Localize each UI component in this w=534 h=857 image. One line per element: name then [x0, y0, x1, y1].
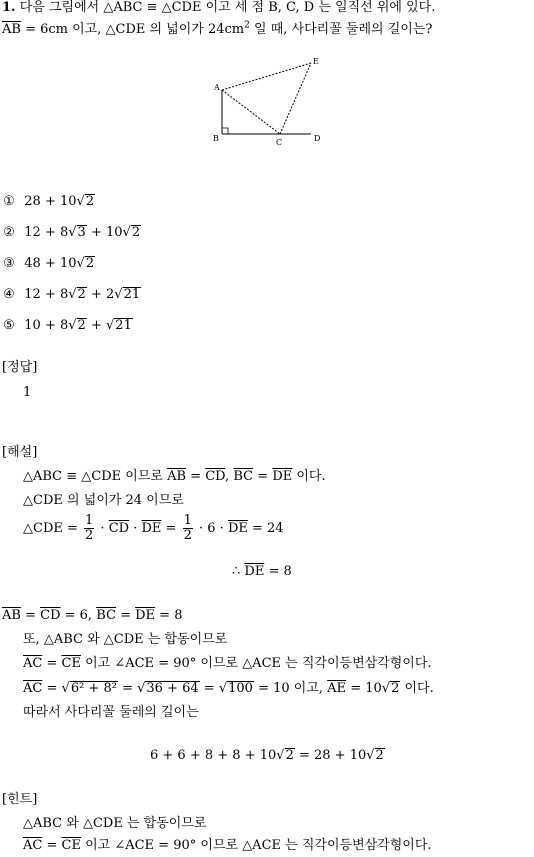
choice-1-mark: ①: [3, 194, 15, 209]
choice-2[interactable]: ② 12 + 8√3 + 10√2: [3, 225, 141, 240]
choice-2-mark: ②: [3, 225, 15, 240]
solution-line-9: 따라서 사다리꼴 둘레의 길이는: [23, 705, 199, 720]
solution-header: [해설]: [2, 445, 38, 460]
solution-line-2: △CDE 의 넓이가 24 이므로: [23, 493, 184, 508]
hint-line-1: △ABC 와 △CDE 는 합동이므로: [23, 816, 207, 831]
fraction-half-2: $\frac{1}{2}$: [183, 513, 192, 543]
choice-4-radicand-1: 2: [77, 287, 86, 302]
choice-4-mid: + 2: [86, 287, 115, 302]
solution-line-1: △ABC ≡ △CDE 이므로 $\overline{AB} = \overline{CD}$, $\overline{BC} = \overline{DE}$ 이다.: [23, 469, 326, 484]
segment-ab: $\overline{AB}$: [2, 22, 21, 37]
choice-2-text: 12 + 8: [24, 225, 69, 240]
problem-text-1: 다음 그림에서 △ABC ≡ △CDE 이고 세 점 B, C, D 는 일직선 위에 있다.: [19, 0, 436, 15]
choice-5-mid: +: [86, 318, 106, 333]
answer-value: 1: [23, 385, 32, 400]
choice-1-text: 28 + 10: [24, 194, 77, 209]
problem-line-2: [2, 22, 432, 38]
solution-line-4: ∴ $\overline{DE} = 8$: [232, 564, 292, 579]
choice-5-radicand-1: 2: [77, 318, 86, 333]
problem-text-2a: = 6cm 이고, △CDE 의 넓이가 24cm: [20, 22, 245, 37]
problem-text-2b: 일 때, 사다리꼴 둘레의 길이는?: [249, 22, 433, 37]
label-b: B: [213, 134, 219, 143]
choice-3-radicand: 2: [85, 256, 95, 271]
seg-ab: $\overline{AB}$: [167, 469, 187, 484]
solution-line-5: $\overline{AB} = \overline{CD} = 6$, $\overline{BC} = \overline{DE} = 8$: [2, 608, 183, 623]
choice-4-radicand-2: 21: [123, 287, 141, 302]
seg-de: $\overline{DE}$: [272, 469, 293, 484]
segment-c-e: [280, 63, 311, 134]
label-a: A: [214, 83, 220, 92]
hint-line-2: $\overline{AC} = \overline{CE}$ 이고 ∠ACE = 90° 이므로 △ACE 는 직각이등변삼각형이다.: [23, 838, 432, 853]
segment-a-e: [222, 63, 311, 90]
choice-2-radicand-2: 2: [131, 225, 141, 240]
label-c: C: [276, 138, 283, 147]
right-angle-mark: [222, 128, 228, 134]
seg-cd: $\overline{CD}$: [205, 469, 226, 484]
choice-3-mark: ③: [3, 256, 15, 271]
fraction-half-1: $\frac{1}{2}$: [85, 513, 94, 543]
choice-2-radicand-1: 3: [77, 225, 86, 240]
solution-line-7: $\overline{AC} = \overline{CE}$ 이고 ∠ACE = 90° 이므로 △ACE 는 직각이등변삼각형이다.: [23, 656, 432, 671]
choice-4-text: 12 + 8: [24, 287, 69, 302]
choice-1-radicand: 2: [85, 194, 95, 209]
problem-number: 1.: [2, 0, 16, 15]
choice-3-text: 48 + 10: [24, 256, 77, 271]
superscript-2: 2: [244, 20, 250, 31]
choice-5-radicand-2: 21: [115, 318, 132, 333]
solution-line-6: 또, △ABC 와 △CDE 는 합동이므로: [23, 632, 228, 647]
choice-1[interactable]: ① 28 + 10√2: [3, 194, 95, 209]
hint-header: [힌트]: [2, 792, 38, 807]
solution-line-10: 6 + 6 + 8 + 8 + 10√2 = 28 + 10√2: [150, 748, 384, 763]
choice-2-mid: + 10: [86, 225, 123, 240]
choice-4[interactable]: ④ 12 + 8√2 + 2√21: [3, 287, 141, 302]
problem-line-1: [2, 0, 435, 16]
solution-line-3: △CDE = $\frac{1}{2}$ · $\overline{CD} \cdot \overline{DE}$ = $\frac{1}{2}$ · $6 \cdot \overline{DE} = 24$: [23, 513, 284, 543]
choice-3[interactable]: ③ 48 + 10√2: [3, 256, 95, 271]
choice-5[interactable]: ⑤ 10 + 8√2 + √21: [3, 318, 132, 333]
choice-4-mark: ④: [3, 287, 15, 302]
geometry-figure: [205, 52, 330, 147]
label-e: E: [313, 57, 319, 66]
answer-header: [정답]: [2, 360, 38, 375]
label-d: D: [314, 134, 321, 143]
seg-bc: $\overline{BC}$: [233, 469, 254, 484]
choice-5-text: 10 + 8: [24, 318, 69, 333]
segment-a-c: [222, 90, 280, 134]
choice-5-mark: ⑤: [3, 318, 15, 333]
solution-line-8: $\overline{AC} = √6^2 + 8^2 = √36 + 64 = √100 = 10$ 이고, $\overline{AE} = 10√2$ 이다.: [23, 681, 434, 696]
